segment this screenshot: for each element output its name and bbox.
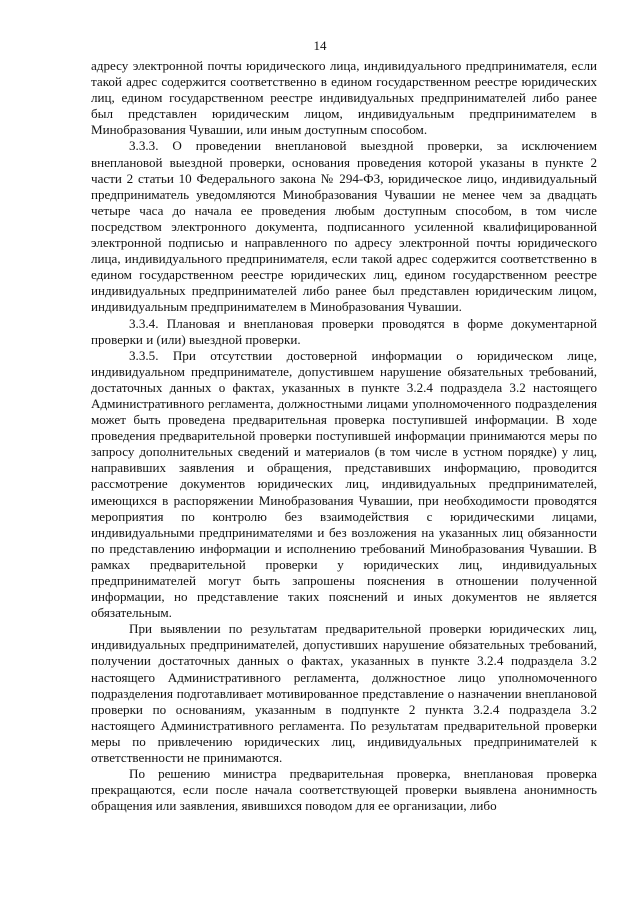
- paragraph-3-3-5: 3.3.5. При отсутствии достоверной информации о юридическом лице, индивидуальном предпринимателе, допустившем нарушение обязательных требований, достаточных данных о фактах, указанных в пункте 3.2.4 подраздела 3.2 настоящего Административного регламента, должностными лицами уполномоченного подразделения может быть проведена предварительная проверка поступившей информации. В ходе проведения предварительной проверки поступившей информации принимаются меры по запросу дополнительных сведений и материалов (в том числе в устном порядке) у лиц, направивших заявления и обращения, представивших информацию, проводится рассмотрение документов юридических лиц, индивидуальных предпринимателей, имеющихся в распоряжении Минобразования Чувашии, при необходимости проводятся мероприятия по контролю без взаимодействия с юридическими лицами, индивидуальными предпринимателями и без возложения на указанных лиц обязанности по представлению информации и исполнению требований Минобразования Чувашии. В рамках предварительной проверки у юридических лиц, индивидуальных предпринимателей могут быть запрошены пояснения в отношении полученной информации, но представление таких пояснений и иных документов не является обязательным.: [91, 347, 597, 621]
- paragraph-3-3-3: 3.3.3. О проведении внеплановой выездной проверки, за исключением внеплановой выездной проверки, основания проведения которой указаны в пункте 2 части 2 статьи 10 Федерального закона № 294-ФЗ, юридическое лицо, индивидуальный предприниматель уведомляются Минобразования Чувашии не менее чем за двадцать четыре часа до начала ее проведения любым доступным способом, в том числе посредством электронного документа, подписанного усиленной квалифицированной электронной подписью и направленного по адресу электронной почты юридического лица, индивидуального предпринимателя, если такой адрес содержится соответственно в едином государственном реестре юридических лиц, едином государственном реестре индивидуальных предпринимателей либо ранее был представлен юридическим лицом, индивидуальным предпринимателем в Минобразования Чувашии.: [91, 138, 597, 315]
- page-number: 14: [313, 38, 327, 53]
- paragraph-violation-findings: При выявлении по результатам предварительной проверки юридических лиц, индивидуальных предпринимателей, допустивших нарушение обязательных требований, получении достаточных данных о фактах, указанных в пункте 3.2.4 подраздела 3.2 настоящего Административного регламента, должностное лицо уполномоченного подразделения подготавливает мотивированное представление о назначении внеплановой проверки по основаниям, указанным в подпункте 2 пункта 3.2.4 подраздела 3.2 настоящего Административного регламента. По результатам предварительной проверки меры по привлечению юридических лиц, индивидуальных предпринимателей к ответственности не принимаются.: [91, 621, 597, 766]
- paragraph-minister-decision: По решению министра предварительная проверка, внеплановая проверка прекращаются, если после начала соответствующей проверки выявлена анонимность обращения или заявления, явившихся поводом для ее организации, либо: [91, 766, 597, 814]
- body-text: [91, 58, 597, 814]
- paragraph-continuation: адресу электронной почты юридического лица, индивидуального предпринимателя, если такой адрес содержится соответственно в едином государственном реестре юридических лиц, едином государственном реестре индивидуальных предпринимателей либо ранее был представлен юридическим лицом, индивидуальным предпринимателем в Минобразования Чувашии, или иным доступным способом.: [91, 58, 597, 138]
- paragraph-3-3-4: 3.3.4. Плановая и внеплановая проверки проводятся в форме документарной проверки и (или) выездной проверки.: [91, 315, 597, 347]
